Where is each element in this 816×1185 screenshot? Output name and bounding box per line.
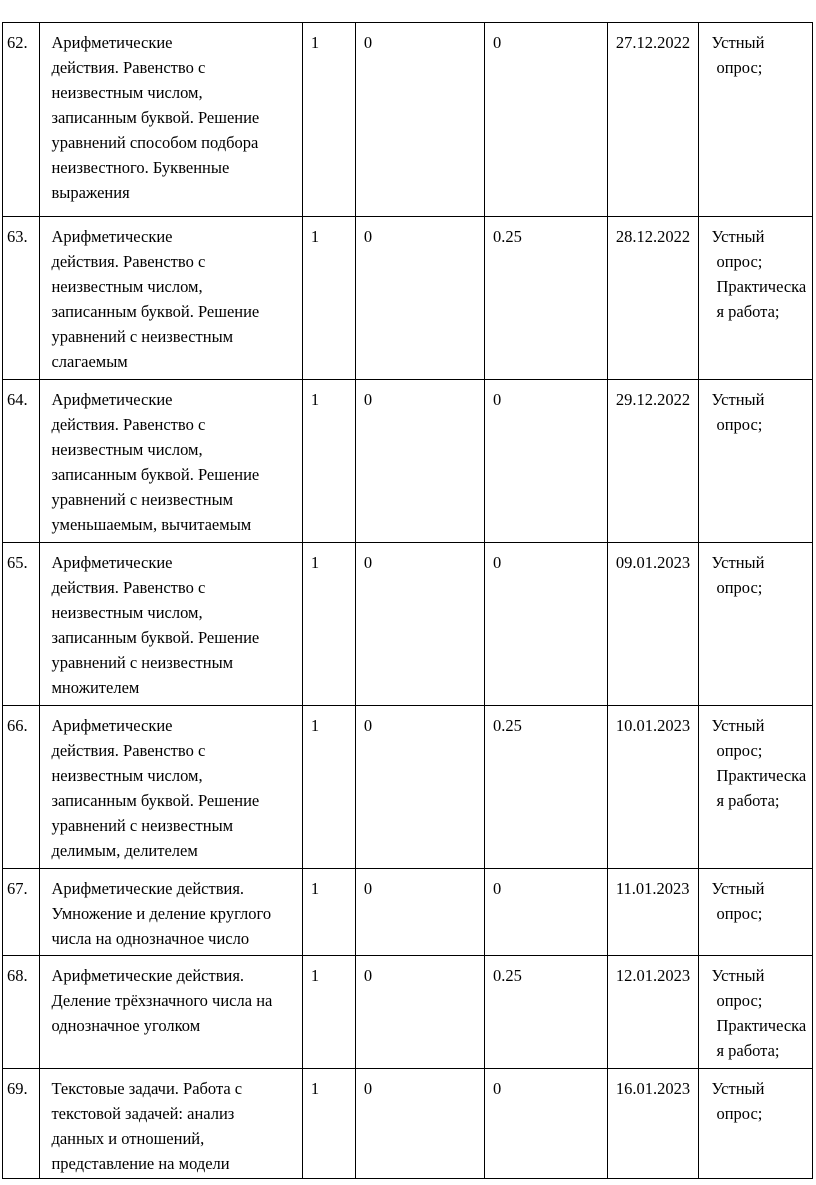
form-line: Устный [711, 1079, 765, 1098]
hours-practical: 0.25 [485, 706, 608, 869]
hours-total: 1 [302, 1069, 355, 1179]
lesson-topic [40, 956, 302, 1069]
assessment-form [699, 23, 813, 217]
lesson-number: 63. [3, 217, 40, 380]
hours-control: 0 [355, 869, 484, 956]
table-row [3, 869, 813, 956]
form-line: Практическа [716, 1016, 807, 1035]
hours-total: 1 [302, 543, 355, 706]
lesson-topic [40, 869, 302, 956]
hours-total: 1 [302, 23, 355, 217]
lesson-date: 27.12.2022 [607, 23, 699, 217]
topic-line: неизвестным числом, [51, 277, 203, 296]
hours-control: 0 [355, 706, 484, 869]
topic-line: Арифметические [51, 553, 173, 572]
lesson-date: 09.01.2023 [607, 543, 699, 706]
topic-line: действия. Равенство с [51, 741, 206, 760]
assessment-form [699, 543, 813, 706]
topic-line: неизвестным числом, [51, 766, 203, 785]
lesson-number: 65. [3, 543, 40, 706]
lesson-number: 68. [3, 956, 40, 1069]
lesson-date: 11.01.2023 [607, 869, 699, 956]
form-line: опрос; [716, 904, 763, 923]
hours-control: 0 [355, 380, 484, 543]
topic-line: записанным буквой. Решение [51, 302, 260, 321]
topic-line: уравнений способом подбора [51, 133, 259, 152]
topic-line: текстовой задачей: анализ [51, 1104, 235, 1123]
lesson-number: 69. [3, 1069, 40, 1179]
lesson-date: 10.01.2023 [607, 706, 699, 869]
hours-control: 0 [355, 1069, 484, 1179]
assessment-form [699, 869, 813, 956]
hours-total: 1 [302, 869, 355, 956]
topic-line: Арифметические [51, 33, 173, 52]
lesson-number: 66. [3, 706, 40, 869]
lesson-number: 62. [3, 23, 40, 217]
lesson-plan-table [2, 22, 813, 1179]
topic-line: однозначное уголком [51, 1016, 201, 1035]
form-line: опрос; [716, 1104, 763, 1123]
hours-practical: 0 [485, 543, 608, 706]
form-line: я работа; [716, 791, 780, 810]
topic-line: Арифметические [51, 227, 173, 246]
hours-control: 0 [355, 956, 484, 1069]
lesson-plan-body [3, 23, 813, 1179]
form-line: Устный [711, 33, 765, 52]
topic-line: уравнений с неизвестным [51, 327, 234, 346]
assessment-form [699, 1069, 813, 1179]
topic-line: записанным буквой. Решение [51, 791, 260, 810]
topic-line: записанным буквой. Решение [51, 465, 260, 484]
hours-control: 0 [355, 543, 484, 706]
topic-line: неизвестным числом, [51, 83, 203, 102]
topic-line: Деление трёхзначного числа на [51, 991, 273, 1010]
topic-line: уменьшаемым, вычитаемым [51, 515, 252, 534]
lesson-number: 67. [3, 869, 40, 956]
assessment-form [699, 706, 813, 869]
lesson-topic [40, 543, 302, 706]
hours-total: 1 [302, 706, 355, 869]
topic-line: действия. Равенство с [51, 578, 206, 597]
hours-total: 1 [302, 380, 355, 543]
topic-line: числа на однозначное число [51, 929, 250, 948]
topic-line: выражения [51, 183, 130, 202]
hours-practical: 0 [485, 869, 608, 956]
form-line: опрос; [716, 578, 763, 597]
topic-line: неизвестного. Буквенные [51, 158, 230, 177]
table-row [3, 956, 813, 1069]
table-row [3, 217, 813, 380]
topic-line: действия. Равенство с [51, 252, 206, 271]
lesson-topic [40, 706, 302, 869]
hours-practical: 0 [485, 380, 608, 543]
table-row [3, 706, 813, 869]
topic-line: записанным буквой. Решение [51, 108, 260, 127]
form-line: я работа; [716, 302, 780, 321]
topic-line: Арифметические [51, 390, 173, 409]
topic-line: действия. Равенство с [51, 58, 206, 77]
topic-line: Текстовые задачи. Работа с [51, 1079, 243, 1098]
table-row [3, 543, 813, 706]
form-line: опрос; [716, 741, 763, 760]
hours-control: 0 [355, 23, 484, 217]
form-line: Устный [711, 553, 765, 572]
hours-practical: 0 [485, 1069, 608, 1179]
form-line: Устный [711, 879, 765, 898]
topic-line: Умножение и деление круглого [51, 904, 272, 923]
form-line: опрос; [716, 58, 763, 77]
lesson-date: 12.01.2023 [607, 956, 699, 1069]
lesson-topic [40, 217, 302, 380]
hours-total: 1 [302, 217, 355, 380]
topic-line: делимым, делителем [51, 841, 198, 860]
lesson-number: 64. [3, 380, 40, 543]
form-line: я работа; [716, 1041, 780, 1060]
topic-line: слагаемым [51, 352, 128, 371]
lesson-date: 29.12.2022 [607, 380, 699, 543]
topic-line: Арифметические действия. [51, 966, 245, 985]
form-line: Устный [711, 966, 765, 985]
form-line: Практическа [716, 277, 807, 296]
form-line: Устный [711, 716, 765, 735]
form-line: Практическа [716, 766, 807, 785]
form-line: Устный [711, 390, 765, 409]
assessment-form [699, 217, 813, 380]
table-row [3, 23, 813, 217]
table-row [3, 1069, 813, 1179]
lesson-date: 16.01.2023 [607, 1069, 699, 1179]
form-line: опрос; [716, 252, 763, 271]
topic-line: неизвестным числом, [51, 603, 203, 622]
topic-line: уравнений с неизвестным [51, 653, 234, 672]
topic-line: множителем [51, 678, 140, 697]
topic-line: неизвестным числом, [51, 440, 203, 459]
hours-practical: 0.25 [485, 956, 608, 1069]
topic-line: записанным буквой. Решение [51, 628, 260, 647]
lesson-topic [40, 380, 302, 543]
topic-line: Арифметические [51, 716, 173, 735]
lesson-date: 28.12.2022 [607, 217, 699, 380]
hours-practical: 0 [485, 23, 608, 217]
topic-line: уравнений с неизвестным [51, 490, 234, 509]
table-row [3, 380, 813, 543]
topic-line: данных и отношений, [51, 1129, 205, 1148]
topic-line: представление на модели [51, 1154, 230, 1173]
hours-practical: 0.25 [485, 217, 608, 380]
form-line: опрос; [716, 415, 763, 434]
form-line: опрос; [716, 991, 763, 1010]
topic-line: уравнений с неизвестным [51, 816, 234, 835]
assessment-form [699, 380, 813, 543]
lesson-topic [40, 1069, 302, 1179]
topic-line: действия. Равенство с [51, 415, 206, 434]
topic-line: Арифметические действия. [51, 879, 245, 898]
hours-total: 1 [302, 956, 355, 1069]
hours-control: 0 [355, 217, 484, 380]
lesson-topic [40, 23, 302, 217]
assessment-form [699, 956, 813, 1069]
form-line: Устный [711, 227, 765, 246]
